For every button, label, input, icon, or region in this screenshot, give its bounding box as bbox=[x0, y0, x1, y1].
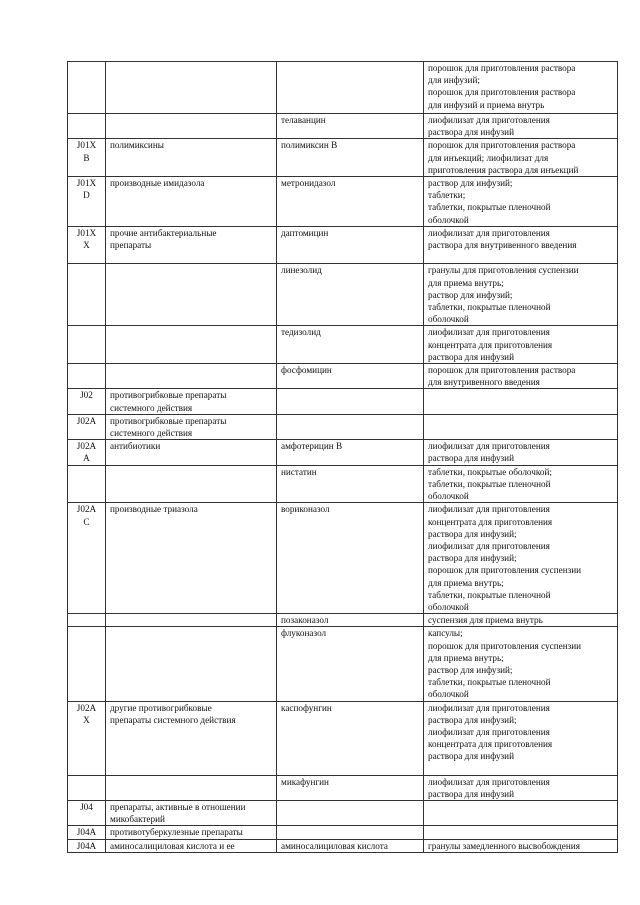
table-row bbox=[68, 226, 618, 264]
inn-cell bbox=[277, 62, 424, 114]
cell-text-line: приготовления раствора для инъекций bbox=[428, 164, 579, 175]
atc-code-cell bbox=[68, 503, 106, 614]
inn-cell bbox=[277, 139, 424, 177]
cell-text-line: концентрата для приготовления bbox=[428, 339, 553, 350]
table-row bbox=[68, 264, 618, 326]
cell-text-line: таблетки, покрытые пленочной bbox=[428, 589, 551, 600]
cell-text-line: для приема внутрь; bbox=[428, 652, 504, 663]
inn-cell bbox=[277, 627, 424, 701]
cell-text-line: J04A bbox=[76, 840, 97, 851]
cell-text-line: B bbox=[83, 152, 90, 163]
cell-text-line: другие противогрибковые bbox=[110, 702, 212, 713]
cell-text-line: лиофилизат для приготовления bbox=[428, 504, 550, 515]
dosage-form-cell bbox=[424, 114, 618, 139]
group-name-cell bbox=[106, 839, 277, 852]
table-row bbox=[68, 326, 618, 364]
atc-code-cell bbox=[68, 326, 106, 364]
document-page bbox=[67, 61, 617, 853]
cell-text-line: таблетки; bbox=[428, 190, 466, 201]
cell-text-line: таблетки, покрытые пленочной bbox=[428, 478, 551, 489]
cell-text-line: раствор для инфузий; bbox=[428, 178, 513, 189]
group-name-cell bbox=[106, 503, 277, 614]
cell-text-line: амфотерицин В bbox=[281, 441, 343, 452]
dosage-form-cell bbox=[424, 364, 618, 389]
cell-text-line: для инъекций; лиофилизат для bbox=[428, 152, 549, 163]
cell-text-line: для приема внутрь; bbox=[428, 577, 504, 588]
group-name-cell bbox=[106, 114, 277, 139]
inn-cell bbox=[277, 826, 424, 839]
table-row bbox=[68, 775, 618, 800]
cell-text-line: гранулы замедленного высвобождения bbox=[428, 840, 580, 851]
dosage-form-cell bbox=[424, 440, 618, 465]
atc-code-cell bbox=[68, 177, 106, 227]
dosage-form-cell bbox=[424, 614, 618, 627]
cell-text-line: раствора для инфузий bbox=[428, 453, 514, 464]
table-row bbox=[68, 177, 618, 227]
group-name-cell bbox=[106, 226, 277, 264]
cell-text-line: J02A bbox=[76, 702, 97, 713]
table-row bbox=[68, 389, 618, 414]
cell-text-line: J02A bbox=[76, 415, 97, 426]
dosage-form-cell bbox=[424, 775, 618, 800]
cell-text-line: препараты, активные в отношении bbox=[110, 801, 246, 812]
table-row bbox=[68, 701, 618, 775]
cell-text-line: для инфузий и приема внутрь bbox=[428, 99, 545, 110]
table-row bbox=[68, 465, 618, 503]
cell-text-line bbox=[428, 251, 615, 263]
table-row bbox=[68, 114, 618, 139]
cell-text-line: порошок для приготовления раствора bbox=[428, 87, 576, 98]
cell-text-line: J04 bbox=[80, 801, 93, 812]
cell-text-line: концентрата для приготовления bbox=[428, 516, 553, 527]
dosage-form-cell bbox=[424, 326, 618, 364]
cell-text-line: гранулы для приготовления суспензии bbox=[428, 265, 579, 276]
dosage-form-cell bbox=[424, 389, 618, 414]
inn-cell bbox=[277, 503, 424, 614]
drug-list-table bbox=[67, 61, 618, 853]
cell-text-line: лиофилизат для приготовления bbox=[428, 327, 550, 338]
cell-text-line: порошок для приготовления суспензии bbox=[428, 640, 582, 651]
cell-text-line: J01X bbox=[76, 140, 97, 151]
inn-cell bbox=[277, 414, 424, 439]
inn-cell bbox=[277, 775, 424, 800]
cell-text-line: оболочкой bbox=[428, 601, 469, 612]
atc-code-cell bbox=[68, 62, 106, 114]
cell-text-line: капсулы; bbox=[428, 628, 463, 639]
atc-code-cell bbox=[68, 465, 106, 503]
table-row bbox=[68, 627, 618, 701]
cell-text-line: раствора для инфузий; bbox=[428, 714, 517, 725]
group-name-cell bbox=[106, 627, 277, 701]
cell-text-line: производные триазола bbox=[110, 504, 198, 515]
cell-text-line: тедизолид bbox=[281, 327, 321, 338]
cell-text-line: X bbox=[83, 240, 90, 251]
group-name-cell bbox=[106, 364, 277, 389]
cell-text-line: для инфузий; bbox=[428, 75, 480, 86]
atc-code-cell bbox=[68, 414, 106, 439]
cell-text-line: препараты bbox=[110, 240, 152, 251]
cell-text-line: микафунгин bbox=[281, 776, 329, 787]
group-name-cell bbox=[106, 701, 277, 775]
group-name-cell bbox=[106, 440, 277, 465]
table-body bbox=[68, 62, 618, 853]
cell-text-line: лиофилизат для приготовления bbox=[428, 441, 550, 452]
table-row bbox=[68, 839, 618, 852]
atc-code-cell bbox=[68, 614, 106, 627]
atc-code-cell bbox=[68, 226, 106, 264]
cell-text-line: порошок для приготовления раствора bbox=[428, 140, 576, 151]
cell-text-line: препараты системного действия bbox=[110, 714, 236, 725]
cell-text-line: X bbox=[83, 714, 90, 725]
cell-text-line: J01X bbox=[76, 227, 97, 238]
cell-text-line: фосфомицин bbox=[281, 365, 332, 376]
cell-text-line: производные имидазола bbox=[110, 178, 205, 189]
cell-text-line: C bbox=[83, 516, 90, 527]
dosage-form-cell bbox=[424, 701, 618, 775]
cell-text-line: аминосалициловая кислота и ее bbox=[110, 840, 235, 851]
cell-text-line: оболочкой bbox=[428, 314, 469, 325]
cell-text-line: порошок для приготовления раствора bbox=[428, 365, 576, 376]
dosage-form-cell bbox=[424, 139, 618, 177]
cell-text-line: раствор для инфузий; bbox=[428, 664, 513, 675]
cell-text-line: таблетки, покрытые пленочной bbox=[428, 677, 551, 688]
cell-text-line: раствор для инфузий; bbox=[428, 289, 513, 300]
cell-text-line: полимиксины bbox=[110, 140, 164, 151]
cell-text-line: позаконазол bbox=[281, 615, 329, 626]
inn-cell bbox=[277, 389, 424, 414]
cell-text-line: антибиотики bbox=[110, 441, 161, 452]
cell-text-line: D bbox=[83, 190, 90, 201]
dosage-form-cell bbox=[424, 177, 618, 227]
cell-text-line: каспофунгин bbox=[281, 702, 332, 713]
group-name-cell bbox=[106, 62, 277, 114]
cell-text-line: вориконазол bbox=[281, 504, 330, 515]
cell-text-line: даптомицин bbox=[281, 227, 329, 238]
cell-text-line: лиофилизат для приготовления bbox=[428, 227, 550, 238]
cell-text-line: полимиксин В bbox=[281, 140, 338, 151]
table-row bbox=[68, 440, 618, 465]
cell-text-line: лиофилизат для приготовления bbox=[428, 726, 550, 737]
dosage-form-cell bbox=[424, 627, 618, 701]
cell-text-line: аминосалициловая кислота bbox=[281, 840, 388, 851]
cell-text-line: раствора для внутривенного введения bbox=[428, 240, 577, 251]
inn-cell bbox=[277, 114, 424, 139]
inn-cell bbox=[277, 364, 424, 389]
cell-text-line: линезолид bbox=[281, 265, 322, 276]
dosage-form-cell bbox=[424, 62, 618, 114]
cell-text-line: таблетки, покрытые пленочной bbox=[428, 302, 551, 313]
inn-cell bbox=[277, 839, 424, 852]
cell-text-line: суспензия для приема внутрь bbox=[428, 615, 543, 626]
cell-text-line: таблетки, покрытые оболочкой; bbox=[428, 466, 552, 477]
cell-text-line: раствора для инфузий bbox=[428, 351, 514, 362]
cell-text-line: для приема внутрь; bbox=[428, 277, 504, 288]
atc-code-cell bbox=[68, 364, 106, 389]
dosage-form-cell bbox=[424, 414, 618, 439]
dosage-form-cell bbox=[424, 826, 618, 839]
cell-text-line: телаванцин bbox=[281, 115, 326, 125]
table-row bbox=[68, 503, 618, 614]
cell-text-line: J02 bbox=[80, 390, 93, 401]
atc-code-cell bbox=[68, 139, 106, 177]
cell-text-line: оболочкой bbox=[428, 689, 469, 700]
cell-text-line: таблетки, покрытые пленочной bbox=[428, 202, 551, 213]
group-name-cell bbox=[106, 826, 277, 839]
inn-cell bbox=[277, 465, 424, 503]
inn-cell bbox=[277, 264, 424, 326]
cell-text-line: противотуберкулезные препараты bbox=[110, 827, 243, 838]
group-name-cell bbox=[106, 177, 277, 227]
cell-text-line: противогрибковые препараты bbox=[110, 415, 227, 426]
inn-cell bbox=[277, 177, 424, 227]
cell-text-line: микобактерий bbox=[110, 814, 165, 825]
group-name-cell bbox=[106, 326, 277, 364]
cell-text-line: флуконазол bbox=[281, 628, 327, 639]
inn-cell bbox=[277, 800, 424, 825]
cell-text-line: J02A bbox=[76, 504, 97, 515]
cell-text-line: лиофилизат для приготовления bbox=[428, 115, 550, 125]
dosage-form-cell bbox=[424, 226, 618, 264]
cell-text-line: раствора для инфузий; bbox=[428, 528, 517, 539]
cell-text-line: J04A bbox=[76, 827, 97, 838]
dosage-form-cell bbox=[424, 264, 618, 326]
cell-text-line: порошок для приготовления раствора bbox=[428, 63, 576, 73]
dosage-form-cell bbox=[424, 800, 618, 825]
cell-text-line: концентрата для приготовления bbox=[428, 739, 553, 750]
table-row bbox=[68, 826, 618, 839]
group-name-cell bbox=[106, 389, 277, 414]
cell-text-line: лиофилизат для приготовления bbox=[428, 702, 550, 713]
cell-text-line: J01X bbox=[76, 178, 97, 189]
cell-text-line: оболочкой bbox=[428, 491, 469, 502]
cell-text-line: системного действия bbox=[110, 402, 193, 413]
table-row bbox=[68, 800, 618, 825]
atc-code-cell bbox=[68, 114, 106, 139]
group-name-cell bbox=[106, 414, 277, 439]
cell-text-line: J02A bbox=[76, 441, 97, 452]
atc-code-cell bbox=[68, 264, 106, 326]
atc-code-cell bbox=[68, 389, 106, 414]
table-row bbox=[68, 364, 618, 389]
atc-code-cell bbox=[68, 826, 106, 839]
group-name-cell bbox=[106, 800, 277, 825]
dosage-form-cell bbox=[424, 503, 618, 614]
atc-code-cell bbox=[68, 627, 106, 701]
atc-code-cell bbox=[68, 440, 106, 465]
table-row bbox=[68, 139, 618, 177]
group-name-cell bbox=[106, 614, 277, 627]
cell-text-line: лиофилизат для приготовления bbox=[428, 776, 550, 787]
inn-cell bbox=[277, 614, 424, 627]
dosage-form-cell bbox=[424, 465, 618, 503]
group-name-cell bbox=[106, 264, 277, 326]
cell-text-line: порошок для приготовления суспензии bbox=[428, 565, 582, 576]
atc-code-cell bbox=[68, 775, 106, 800]
cell-text-line: метронидазол bbox=[281, 178, 336, 189]
group-name-cell bbox=[106, 465, 277, 503]
cell-text-line: оболочкой bbox=[428, 214, 469, 225]
group-name-cell bbox=[106, 775, 277, 800]
group-name-cell bbox=[106, 139, 277, 177]
atc-code-cell bbox=[68, 839, 106, 852]
inn-cell bbox=[277, 440, 424, 465]
atc-code-cell bbox=[68, 800, 106, 825]
cell-text-line: A bbox=[83, 453, 90, 464]
cell-text-line: для внутривенного введения bbox=[428, 377, 540, 388]
cell-text-line: системного действия bbox=[110, 428, 193, 439]
cell-text-line: раствора для инфузий bbox=[428, 127, 514, 138]
inn-cell bbox=[277, 226, 424, 264]
cell-text-line: противогрибковые препараты bbox=[110, 390, 227, 401]
inn-cell bbox=[277, 701, 424, 775]
cell-text-line: прочие антибактериальные bbox=[110, 227, 217, 238]
cell-text-line: раствора для инфузий bbox=[428, 751, 514, 762]
table-row bbox=[68, 414, 618, 439]
cell-text-line: нистатин bbox=[281, 466, 317, 477]
dosage-form-cell bbox=[424, 839, 618, 852]
atc-code-cell bbox=[68, 701, 106, 775]
table-row bbox=[68, 62, 618, 114]
table-row bbox=[68, 614, 618, 627]
cell-text-line: раствора для инфузий; bbox=[428, 553, 517, 564]
inn-cell bbox=[277, 326, 424, 364]
cell-text-line: лиофилизат для приготовления bbox=[428, 540, 550, 551]
cell-text-line: раствора для инфузий bbox=[428, 788, 514, 799]
